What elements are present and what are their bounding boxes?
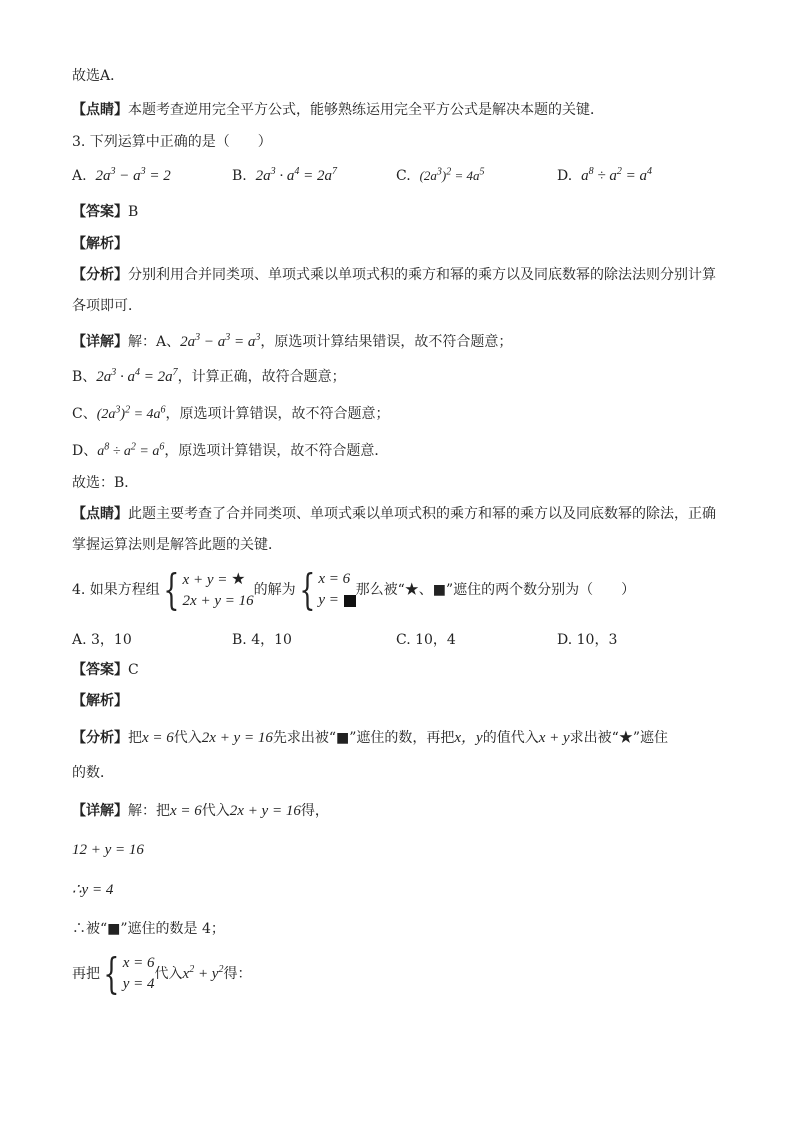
- option-c: C. $(2a^3)^2 = 4a^5$: [396, 166, 485, 184]
- option-b: B. $2a^3 \cdot a^4 = 2a^7$: [232, 166, 338, 184]
- detail-3-d: D、$a^8 \div a^2 = a^6$，原选项计算错误，故不符合题意．: [72, 441, 389, 459]
- detail-3-c: C、$(2a^3)^2 = 4a^6$，原选项计算错误，故不符合题意；: [72, 404, 390, 422]
- q4-option-d: D. 10，3: [557, 632, 618, 648]
- analysis-3-line-1: 【分析】分别利用合并同类项、单项式乘以单项式积的乘方和幂的乘方以及同底数幂的除法法则分别计算: [72, 267, 716, 283]
- analysis-4-heading: 【解析】: [72, 693, 128, 709]
- detail-3-b: B、$2a^3 \cdot a^4 = 2a^7$，计算正确，故符合题意；: [72, 367, 346, 385]
- equation-12-plus-y: 12 + y = 16: [72, 842, 144, 858]
- detail-3-a: 【详解】解：A、$2a^3 - a^3 = a^3$，原选项计算结果错误，故不符合题意；: [72, 332, 513, 350]
- covered-number-line: ∴被“■”遮住的数是 4；: [72, 921, 225, 937]
- analysis-3-heading: 【解析】: [72, 236, 128, 252]
- option-a: A. $2a^3 - a^3 = 2$: [72, 166, 171, 184]
- question-4-stem: 4. 如果方程组{ x + y = ★ 2x + y = 16 的解为{ x = 6 y = 那么被“★、■”遮住的两个数分别为（ ）: [72, 565, 636, 614]
- analysis-4-line-1: 【分析】把x = 6代入2x + y = 16先求出被“■”遮住的数，再把x，y的值代入x + y求出被“★”遮住: [72, 730, 668, 746]
- conclusion-line: 故选A．: [72, 68, 125, 84]
- answer-4: 【答案】C: [72, 662, 139, 678]
- detail-4-line-1: 【详解】解：把x = 6代入2x + y = 16得，: [72, 803, 329, 819]
- comment-3-line-2: 掌握运算法则是解答此题的关键．: [72, 537, 282, 553]
- solution-system: { x = 6 y =: [296, 568, 356, 612]
- equation-y-equals-4: ∴y = 4: [72, 882, 114, 898]
- choice-3: 故选：B．: [72, 475, 139, 491]
- q4-option-c: C. 10，4: [396, 632, 456, 648]
- analysis-3-line-2: 各项即可．: [72, 298, 142, 314]
- equation-system: { x + y = ★ 2x + y = 16: [163, 565, 254, 614]
- answer-3: 【答案】B: [72, 204, 139, 220]
- black-square-icon: [344, 595, 356, 607]
- q4-option-a: A. 3，10: [72, 632, 132, 648]
- option-d: D. $a^8 \div a^2 = a^4$: [557, 166, 652, 184]
- comment-paragraph: 【点睛】本题考查逆用完全平方公式，能够熟练运用完全平方公式是解决本题的关键．: [72, 102, 604, 118]
- analysis-4-line-2: 的数．: [72, 765, 114, 781]
- question-3-stem: 3. 下列运算中正确的是（ ）: [72, 134, 272, 150]
- q4-option-b: B. 4，10: [232, 632, 292, 648]
- comment-3-line-1: 【点睛】此题主要考查了合并同类项、单项式乘以单项式积的乘方和幂的乘方以及同底数幂的除法，正确: [72, 506, 716, 522]
- final-substitution-line: 再把{ x = 6 y = 4 代入$x^2 + y^2$得：: [72, 949, 252, 998]
- substitution-system: { x = 6 y = 4: [103, 949, 155, 998]
